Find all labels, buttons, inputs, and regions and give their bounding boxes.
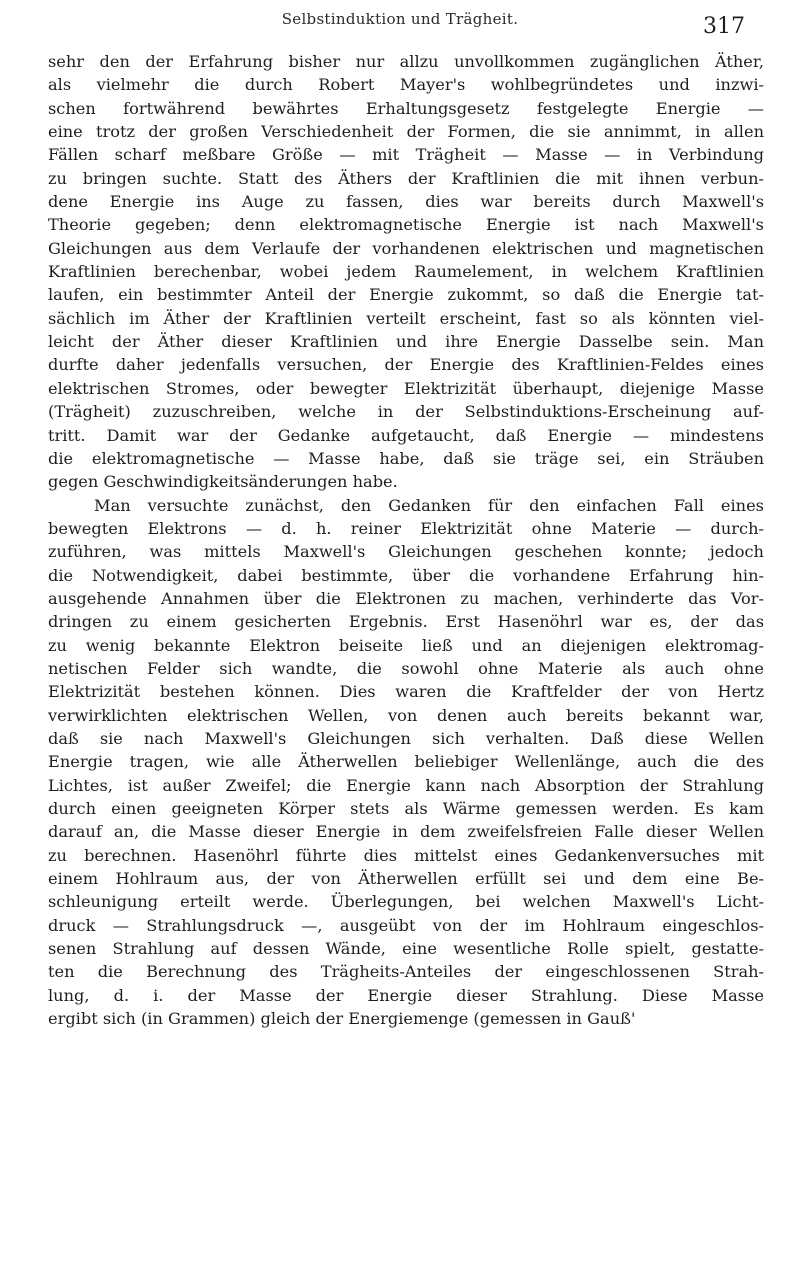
text-line: sehr den der Erfahrung bisher nur allzu unvollkommen zugänglichen Äther, xyxy=(48,52,764,71)
text-line: dringen zu einem gesicherten Ergebnis. Erst Hasenöhrl war es, der das xyxy=(48,612,764,632)
text-line: Lichtes, ist außer Zweifel; die Energie kann nach Absorption der Strahlung xyxy=(48,775,764,795)
text-line: ergibt sich (in Grammen) gleich der Energiemenge (gemessen in Gauß' xyxy=(48,1009,636,1029)
text-line: (Trägheit) zuzuschreiben, welche in der Selbstinduktions-Erscheinung auf- xyxy=(48,402,764,422)
text-line: lung, d. i. der Masse der Energie dieser Strahlung. Diese Masse xyxy=(48,985,764,1005)
text-line: elektrischen Stromes, oder bewegter Elektrizität überhaupt, diejenige Masse xyxy=(48,378,764,398)
text-line: schen fortwährend bewährtes Erhaltungsgesetz festgelegte Energie — xyxy=(48,98,764,118)
text-line: daß sie nach Maxwell's Gleichungen sich verhalten. Daß diese Wellen xyxy=(48,728,764,748)
text-line: durfte daher jedenfalls versuchen, der Energie des Kraftlinien-Feldes eines xyxy=(48,355,764,375)
text-line: Gleichungen aus dem Verlaufe der vorhandenen elektrischen und magnetischen xyxy=(48,238,764,258)
body-text xyxy=(48,50,764,1030)
text-line: druck — Strahlungsdruck —, ausgeübt von der im Hohlraum eingeschlos- xyxy=(48,915,764,935)
text-line: dene Energie ins Auge zu fassen, dies war bereits durch Maxwell's xyxy=(48,192,764,212)
text-line: gegen Geschwindigkeitsänderungen habe. xyxy=(48,472,398,492)
text-line: ausgehende Annahmen über die Elektronen zu machen, verhinderte das Vor- xyxy=(48,588,764,608)
text-line: zu wenig bekannte Elektron beiseite ließ und an diejenigen elektromag- xyxy=(48,635,764,655)
text-line: Kraftlinien berechenbar, wobei jedem Raumelement, in welchem Kraftlinien xyxy=(48,262,764,282)
text-line: Elektrizität bestehen können. Dies waren die Kraftfelder der von Hertz xyxy=(48,682,764,702)
text-line: verwirklichten elektrischen Wellen, von denen auch bereits bekannt war, xyxy=(48,705,764,725)
text-line: tritt. Damit war der Gedanke aufgetaucht, daß Energie — mindestens xyxy=(48,425,764,445)
text-line: als vielmehr die durch Robert Mayer's wohlbegründetes und inzwi- xyxy=(48,75,764,95)
text-line: einem Hohlraum aus, der von Ätherwellen erfüllt sei und dem eine Be- xyxy=(48,869,764,889)
text-line: Man versuchte zunächst, den Gedanken für den einfachen Fall eines xyxy=(94,495,764,515)
text-line: eine trotz der großen Verschiedenheit der Formen, die sie annimmt, in allen xyxy=(48,122,764,142)
text-line: ten die Berechnung des Trägheits-Anteiles der eingeschlossenen Strah- xyxy=(48,962,764,982)
text-line: Fällen scharf meßbare Größe — mit Trägheit — Masse — in Verbindung xyxy=(48,145,764,165)
text-line: Theorie gegeben; denn elektromagnetische Energie ist nach Maxwell's xyxy=(48,215,764,235)
running-head: Selbstinduktion und Trägheit. xyxy=(281,10,519,28)
text-line: laufen, ein bestimmter Anteil der Energie zukommt, so daß die Energie tat- xyxy=(48,285,764,305)
text-line: zu berechnen. Hasenöhrl führte dies mittelst eines Gedankenversuches mit xyxy=(48,845,764,865)
text-line: senen Strahlung auf dessen Wände, eine wesentliche Rolle spielt, gestatte- xyxy=(48,939,764,959)
text-line: die elektromagnetische — Masse habe, daß sie träge sei, ein Sträuben xyxy=(48,448,764,468)
text-line: sächlich im Äther der Kraftlinien verteilt erscheint, fast so als könnten viel- xyxy=(48,308,764,328)
text-line: bewegten Elektrons — d. h. reiner Elektrizität ohne Materie — durch- xyxy=(48,518,764,538)
text-line: die Notwendigkeit, dabei bestimmte, über die vorhandene Erfahrung hin- xyxy=(48,565,764,585)
text-line: darauf an, die Masse dieser Energie in dem zweifelsfreien Falle dieser Wellen xyxy=(48,822,764,842)
text-line: zuführen, was mittels Maxwell's Gleichungen geschehen konnte; jedoch xyxy=(48,542,764,562)
text-line: schleunigung erteilt werde. Überlegungen, bei welchen Maxwell's Licht- xyxy=(48,892,764,912)
text-line: Energie tragen, wie alle Ätherwellen beliebiger Wellenlänge, auch die des xyxy=(48,752,764,772)
text-line: zu bringen suchte. Statt des Äthers der Kraftlinien die mit ihnen verbun- xyxy=(48,168,764,188)
text-line: netischen Felder sich wandte, die sowohl ohne Materie als auch ohne xyxy=(48,658,764,678)
text-line: leicht der Äther dieser Kraftlinien und ihre Energie Dasselbe sein. Man xyxy=(48,332,764,352)
text-line: durch einen geeigneten Körper stets als Wärme gemessen werden. Es kam xyxy=(48,799,764,818)
page-number: 317 xyxy=(703,14,745,39)
